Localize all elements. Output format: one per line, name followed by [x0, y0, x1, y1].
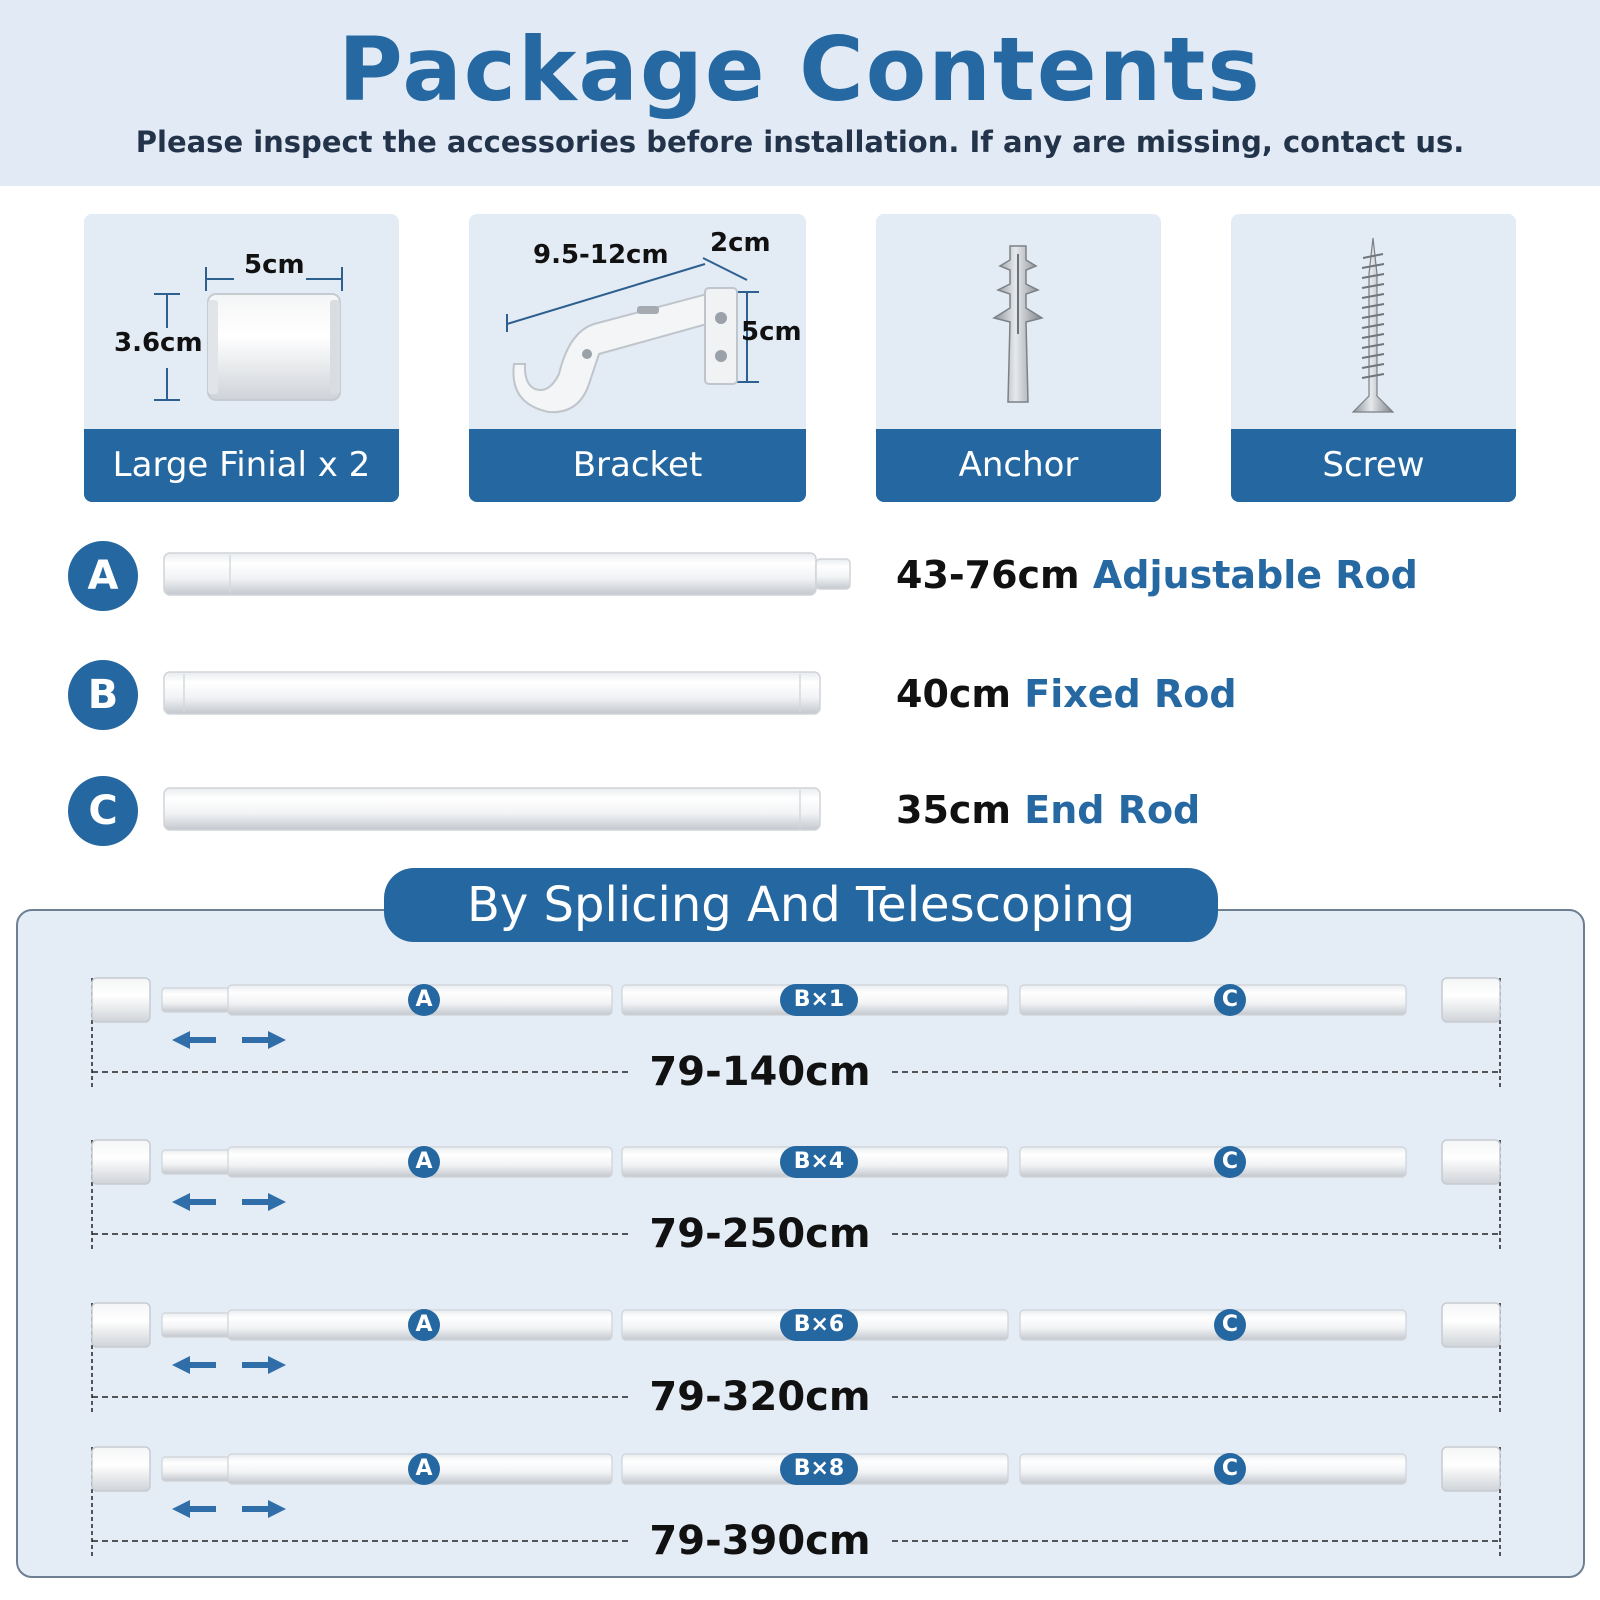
finial-image: [84, 214, 399, 429]
screw-image: [1231, 214, 1516, 429]
splice-badge-b: B×4: [780, 1146, 858, 1178]
header-banner: [0, 0, 1600, 186]
bracket-width-label: 2cm: [710, 228, 771, 258]
anchor-image: [876, 214, 1161, 429]
finial-width-label: 5cm: [244, 250, 305, 280]
rod-b-image: [160, 669, 860, 719]
rod-row-b: [0, 655, 1600, 735]
rod-a-inner: [162, 1313, 232, 1337]
accessory-label-bracket: Bracket: [469, 429, 806, 502]
rod-a-inner: [162, 988, 232, 1012]
accessory-label-anchor: Anchor: [876, 429, 1161, 502]
rod-badge-a: A: [68, 541, 138, 611]
splice-badge-c: C: [1214, 1453, 1246, 1485]
bracket-height-label: 5cm: [741, 317, 802, 347]
rod-a-name: Adjustable Rod: [1092, 553, 1418, 597]
splicing-title: By Splicing And Telescoping: [384, 868, 1218, 942]
arrow-right-icon: [242, 1031, 286, 1049]
rod-c-segment: [1020, 1147, 1406, 1177]
splice-badge-c: C: [1214, 1146, 1246, 1178]
finial-left: [92, 1447, 150, 1491]
splice-config-3: [90, 1301, 1502, 1421]
splice-config-4: [90, 1445, 1502, 1565]
arrow-left-icon: [172, 1031, 216, 1049]
finial-right: [1442, 1447, 1500, 1491]
accessory-label-finial: Large Finial x 2: [84, 429, 399, 502]
rod-c-segment: [1020, 1454, 1406, 1484]
rod-badge-b: B: [68, 660, 138, 730]
page-title: Package Contents: [338, 18, 1262, 121]
arrow-right-icon: [242, 1193, 286, 1211]
splice-config-1: [90, 976, 1502, 1096]
rod-a-inner: [162, 1457, 232, 1481]
arrow-right-icon: [242, 1500, 286, 1518]
finial-icon: [84, 214, 399, 429]
rod-a-length: 43-76cm: [896, 553, 1080, 597]
finial-left: [92, 978, 150, 1022]
splice-badge-b: B×6: [780, 1309, 858, 1341]
splice-badge-c: C: [1214, 1309, 1246, 1341]
finial-right: [1442, 1303, 1500, 1347]
screw-icon: [1231, 214, 1516, 429]
rod-row-c: [0, 771, 1600, 851]
arrow-left-icon: [172, 1193, 216, 1211]
accessory-card-finial: [84, 214, 399, 502]
finial-left: [92, 1140, 150, 1184]
rod-a-inner: [162, 1150, 232, 1174]
rod-badge-c: C: [68, 776, 138, 846]
splice-config-2: [90, 1138, 1502, 1258]
accessory-card-bracket: [469, 214, 806, 502]
rod-c-description: [896, 787, 1200, 833]
splice-badge-a: A: [408, 984, 440, 1016]
finial-left: [92, 1303, 150, 1347]
accessory-label-screw: Screw: [1231, 429, 1516, 502]
rod-c-segment: [1020, 985, 1406, 1015]
splice-total-length: 79-250cm: [630, 1208, 890, 1260]
splice-badge-a: A: [408, 1146, 440, 1178]
bracket-depth-label: 9.5-12cm: [533, 240, 669, 270]
finial-right: [1442, 1140, 1500, 1184]
rod-b-name: Fixed Rod: [1024, 672, 1237, 716]
arrow-right-icon: [242, 1356, 286, 1374]
rod-b-description: [896, 671, 1237, 717]
rod-c-length: 35cm: [896, 788, 1012, 832]
splice-total-length: 79-320cm: [630, 1371, 890, 1423]
finial-height-label: 3.6cm: [114, 328, 203, 358]
rod-row-a: [0, 536, 1600, 616]
splice-badge-b: B×8: [780, 1453, 858, 1485]
arrow-left-icon: [172, 1356, 216, 1374]
bracket-image: [469, 214, 806, 429]
rod-b-length: 40cm: [896, 672, 1012, 716]
rod-a-image: [160, 550, 860, 600]
finial-right: [1442, 978, 1500, 1022]
splice-total-length: 79-140cm: [630, 1046, 890, 1098]
splice-badge-c: C: [1214, 984, 1246, 1016]
splice-badge-b: B×1: [780, 984, 858, 1016]
rod-c-image: [160, 785, 860, 835]
arrow-left-icon: [172, 1500, 216, 1518]
page-subtitle: Please inspect the accessories before installation. If any are missing, contact us.: [135, 125, 1465, 159]
rod-c-name: End Rod: [1024, 788, 1201, 832]
accessory-card-screw: [1231, 214, 1516, 502]
splice-badge-a: A: [408, 1453, 440, 1485]
splice-total-length: 79-390cm: [630, 1515, 890, 1567]
accessory-card-anchor: [876, 214, 1161, 502]
rod-c-segment: [1020, 1310, 1406, 1340]
anchor-icon: [876, 214, 1161, 429]
splice-badge-a: A: [408, 1309, 440, 1341]
rod-a-description: [896, 552, 1418, 598]
